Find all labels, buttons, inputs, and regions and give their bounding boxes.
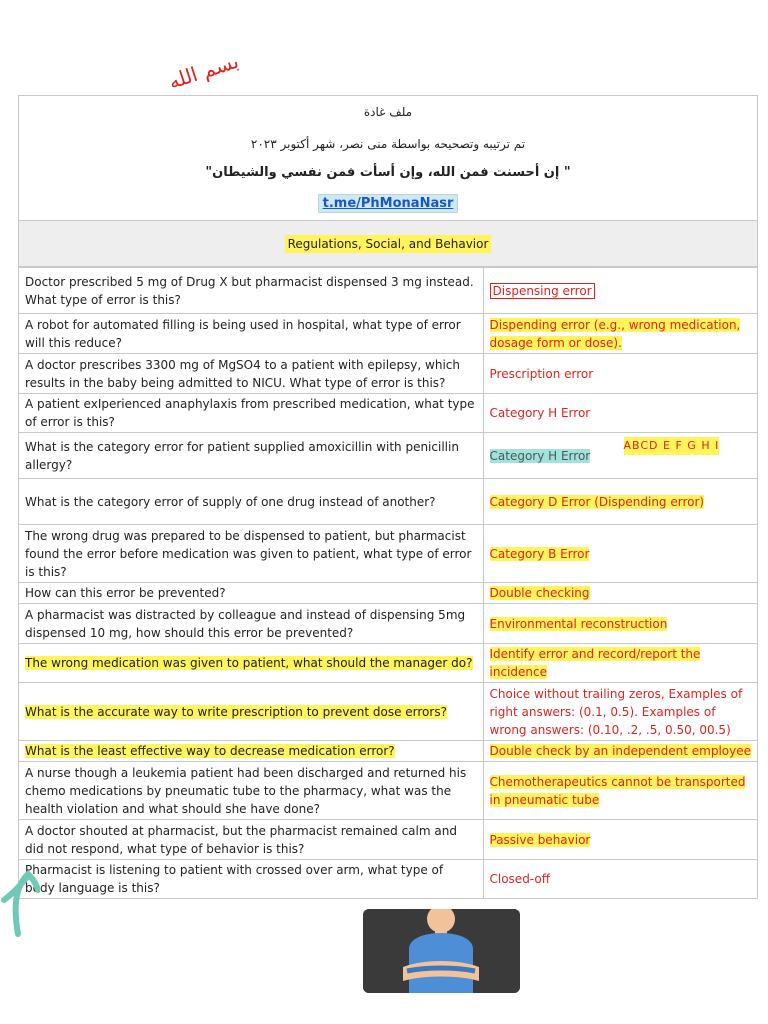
table-row xyxy=(19,433,757,479)
answer-cell xyxy=(483,604,757,644)
answer-text: Category H Error xyxy=(489,448,591,463)
table-row xyxy=(19,354,757,394)
question-text: What is the accurate way to write prescription to prevent dose errors? xyxy=(25,704,447,719)
question-text: What is the least effective way to decrease medication error? xyxy=(25,744,395,758)
question-cell: Pharmacist is listening to patient with crossed over arm, what type of body language is this? xyxy=(19,860,483,899)
answer-cell xyxy=(483,314,757,354)
question-cell: A pharmacist was distracted by colleague and instead of dispensing 5mg dispensed 10 mg, how should this error be prevented? xyxy=(19,604,483,644)
document-sheet xyxy=(18,95,758,899)
question-cell: A patient exIperienced anaphylaxis from prescribed medication, what type of error is this? xyxy=(19,394,483,433)
answer-cell xyxy=(483,741,757,762)
answer-text: Chemotherapeutics cannot be transported in pneumatic tube xyxy=(489,774,746,807)
answer-text: Double check by an independent employee xyxy=(489,744,751,758)
answer-text: Dispending error (e.g., wrong medication, dosage form or dose). xyxy=(489,317,741,350)
margin-note: ABCD E F G H I xyxy=(624,437,720,455)
question-cell: Doctor prescribed 5 mg of Drug X but pharmacist dispensed 3 mg instead. What type of error is this? xyxy=(19,268,483,314)
table-row xyxy=(19,820,757,860)
table-row xyxy=(19,583,757,604)
table-row xyxy=(19,314,757,354)
document-header xyxy=(19,96,757,214)
question-cell: A robot for automated filling is being used in hospital, what type of error will this reduce? xyxy=(19,314,483,354)
question-cell xyxy=(19,683,483,741)
table-row xyxy=(19,683,757,741)
answer-cell xyxy=(483,433,757,479)
section-title: Regulations, Social, and Behavior xyxy=(285,235,492,253)
table-row xyxy=(19,479,757,525)
handwritten-basmala xyxy=(160,46,250,98)
answer-cell xyxy=(483,644,757,683)
credit-line: تم ترتيبه وتصحيحه بواسطة منى نصر، شهر أكتوبر ٢٠٢٣ xyxy=(250,137,526,151)
question-cell: The wrong drug was prepared to be dispensed to patient, but pharmacist found the error before medication was given to patient, what type of error is this? xyxy=(19,525,483,583)
question-cell: A nurse though a leukemia patient had been discharged and returned his chemo medications by pneumatic tube to the pharmacy, what was the health violation and what should she have done? xyxy=(19,762,483,820)
answer-cell xyxy=(483,525,757,583)
question-cell: What is the category error of supply of one drug instead of another? xyxy=(19,479,483,525)
table-row xyxy=(19,604,757,644)
answer-cell: Prescription error xyxy=(483,354,757,394)
answer-cell: Choice without trailing zeros, Examples of right answers: (0.1, 0.5). Examples of wrong answers: (0.10, .2, .5, 0.50, 00.5) xyxy=(483,683,757,741)
table-row xyxy=(19,762,757,820)
table-row xyxy=(19,525,757,583)
question-cell xyxy=(19,644,483,683)
answer-text: Double checking xyxy=(489,586,590,600)
quote-line: " إن أحسنت فمن الله، وإن أسأت فمن نفسي والشيطان" xyxy=(205,165,571,180)
qa-table xyxy=(19,267,757,898)
svg-text:بسم الله: بسم الله xyxy=(165,48,242,94)
answer-text: Dispensing error xyxy=(490,283,595,299)
answer-text: Environmental reconstruction xyxy=(489,616,668,631)
telegram-link[interactable]: t.me/PhMonaNasr xyxy=(318,194,459,213)
answer-cell: Closed-off xyxy=(483,860,757,899)
table-row xyxy=(19,741,757,762)
question-cell: How can this error be prevented? xyxy=(19,583,483,604)
question-cell: A doctor prescribes 3300 mg of MgSO4 to a patient with epilepsy, which results in the baby being admitted to NICU. What type of error is this? xyxy=(19,354,483,394)
answer-cell: Category H Error xyxy=(483,394,757,433)
table-row xyxy=(19,644,757,683)
answer-cell xyxy=(483,820,757,860)
answer-text: Category D Error (Dispending error) xyxy=(489,494,705,509)
pen-mark-icon xyxy=(0,870,40,940)
answer-cell xyxy=(483,268,757,314)
answer-cell xyxy=(483,479,757,525)
table-row xyxy=(19,860,757,899)
question-cell: What is the category error for patient supplied amoxicillin with penicillin allergy? xyxy=(19,433,483,479)
answer-text: Category B Error xyxy=(489,546,590,561)
crossed-arms-avatar xyxy=(363,909,520,993)
question-text: The wrong medication was given to patient, what should the manager do? xyxy=(25,656,473,670)
table-row xyxy=(19,268,757,314)
question-cell xyxy=(19,741,483,762)
answer-text: Identify error and record/report the incidence xyxy=(489,647,701,679)
table-row xyxy=(19,394,757,433)
answer-cell xyxy=(483,583,757,604)
question-cell: A doctor shouted at pharmacist, but the pharmacist remained calm and did not respond, what type of behavior is this? xyxy=(19,820,483,860)
file-title: ملف غادة xyxy=(363,105,413,119)
section-header xyxy=(19,220,757,267)
answer-cell xyxy=(483,762,757,820)
answer-text: Passive behavior xyxy=(489,832,591,847)
